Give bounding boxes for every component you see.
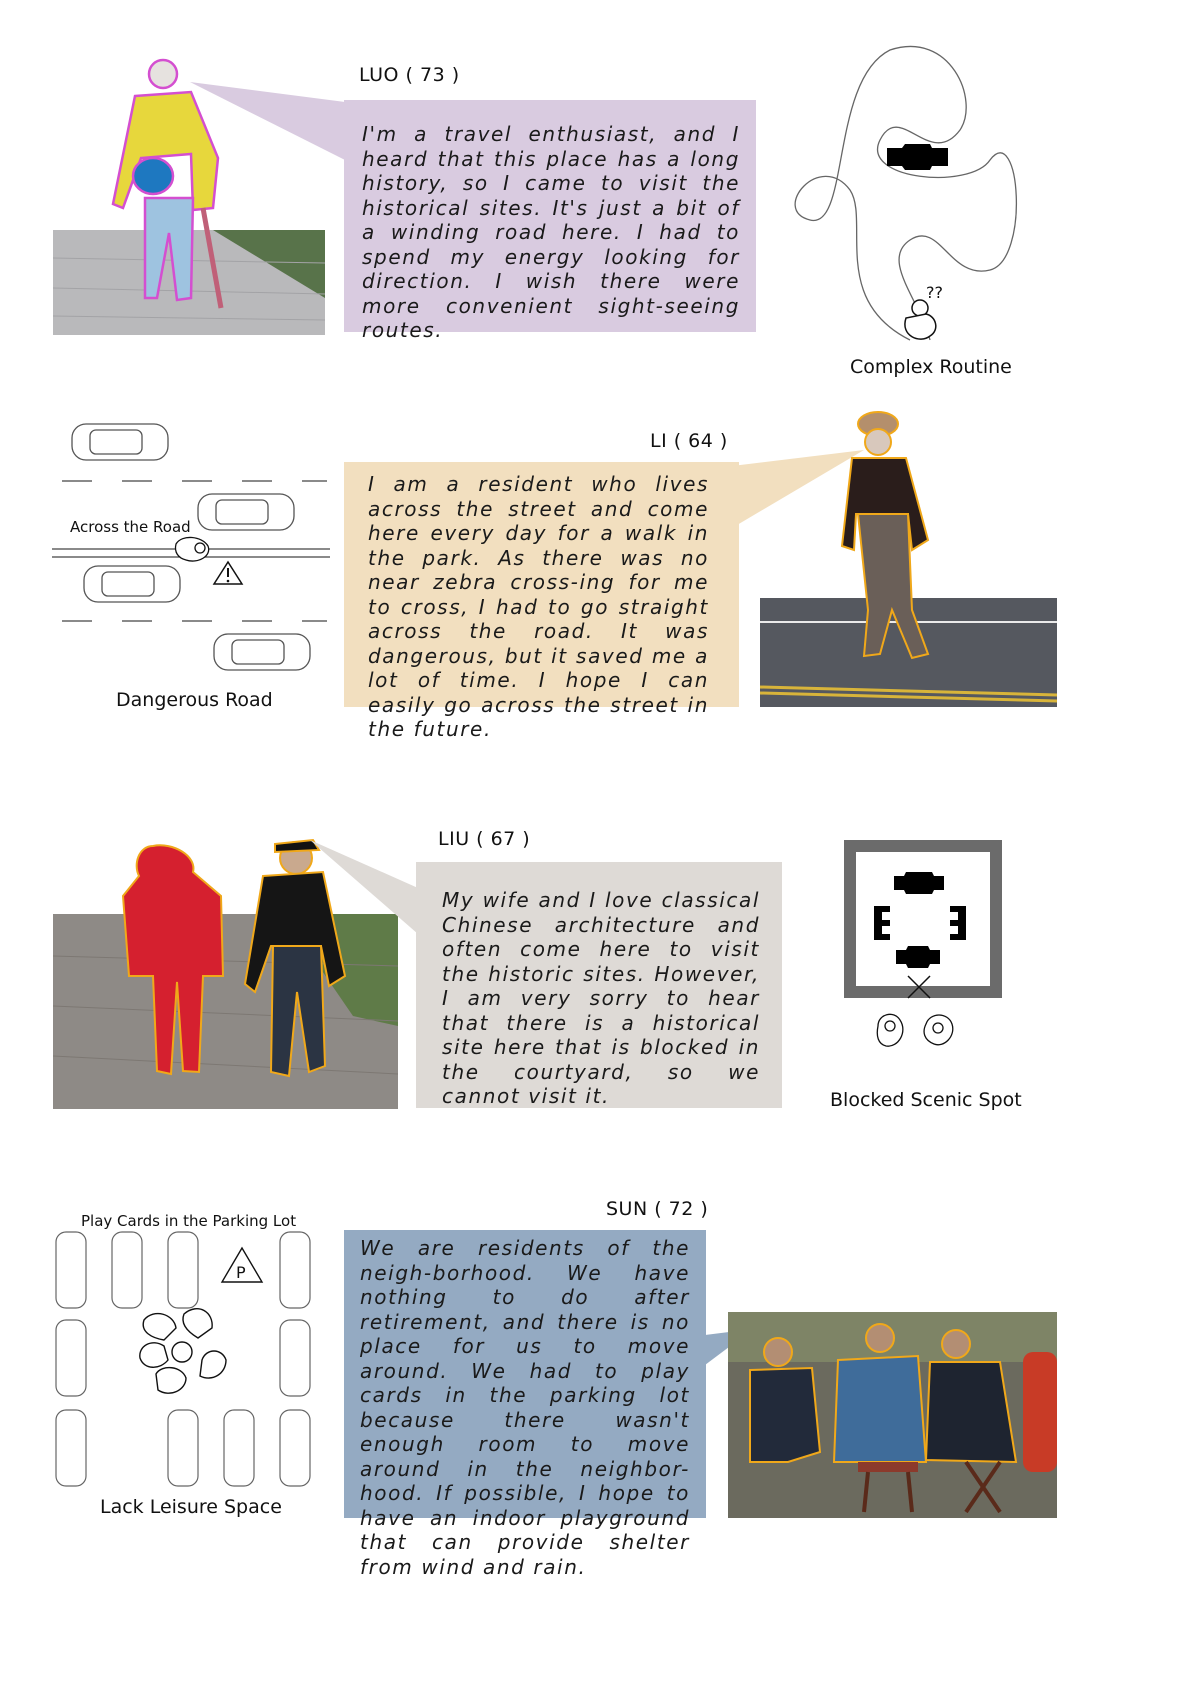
blocked-courtyard-diagram — [838, 838, 1018, 1068]
leisure-space-caption: Lack Leisure Space — [100, 1496, 282, 1518]
complex-routine-caption: Complex Routine — [850, 356, 1012, 378]
across-road-label: Across the Road — [70, 518, 191, 536]
confusion-mark: ?? — [926, 283, 943, 302]
liu-speech-pointer — [300, 832, 430, 942]
card-players-icon — [140, 1309, 226, 1394]
luo-name: LUO ( 73 ) — [359, 64, 460, 86]
parking-sign-icon — [222, 1248, 262, 1282]
parking-lot-label: Play Cards in the Parking Lot — [81, 1212, 297, 1230]
liu-quote: My wife and I love classical Chinese architecture and often come here to visit the historic sites. However, I am very sorry to hear that there is a historical site here that is blocked in the courtyard, so we cannot visit it. — [416, 862, 782, 1108]
li-name: LI ( 64 ) — [650, 430, 728, 452]
sun-quote: We are residents of the neigh-borhood. We have nothing to do after retirement, and there is no place for us to move around. We had to play cards in the parking lot because there wasn't enough room to move around in the neighbor-hood. If possible, I hope to have an indoor playground that can provide shelter from wind and rain. — [344, 1230, 706, 1518]
sun-name: SUN ( 72 ) — [606, 1198, 709, 1220]
luo-speech-pointer — [170, 70, 370, 220]
blocked-spot-caption: Blocked Scenic Spot — [830, 1089, 1022, 1111]
li-photo — [760, 410, 1057, 707]
dangerous-road-caption: Dangerous Road — [116, 689, 273, 711]
svg-text:P: P — [236, 1263, 246, 1282]
dangerous-road-diagram — [52, 416, 332, 686]
sun-photo — [728, 1312, 1057, 1518]
li-quote: I am a resident who lives across the street and come here every day for a walk in the park. As there was no near zebra cross-ing for me to cross, I had to go straight across the road. It was dangerous, but it saved me a lot of time. I hope I can easily go across the street in the future. — [344, 462, 739, 707]
elder-figure-icon — [905, 300, 936, 339]
winding-route-diagram — [790, 40, 1020, 370]
visitors-icon — [877, 1014, 953, 1046]
parking-lot-diagram — [52, 1228, 332, 1498]
crossing-pedestrian-icon — [175, 537, 208, 561]
liu-name: LIU ( 67 ) — [438, 828, 531, 850]
luo-quote: I'm a travel enthusiast, and I heard that this place has a long history, so I came to visit the historical sites. It's just a bit of a winding road here. I had to spend my energy looking for direction. I wish there were more convenient sight-seeing routes. — [344, 100, 756, 332]
warning-icon — [214, 562, 242, 584]
